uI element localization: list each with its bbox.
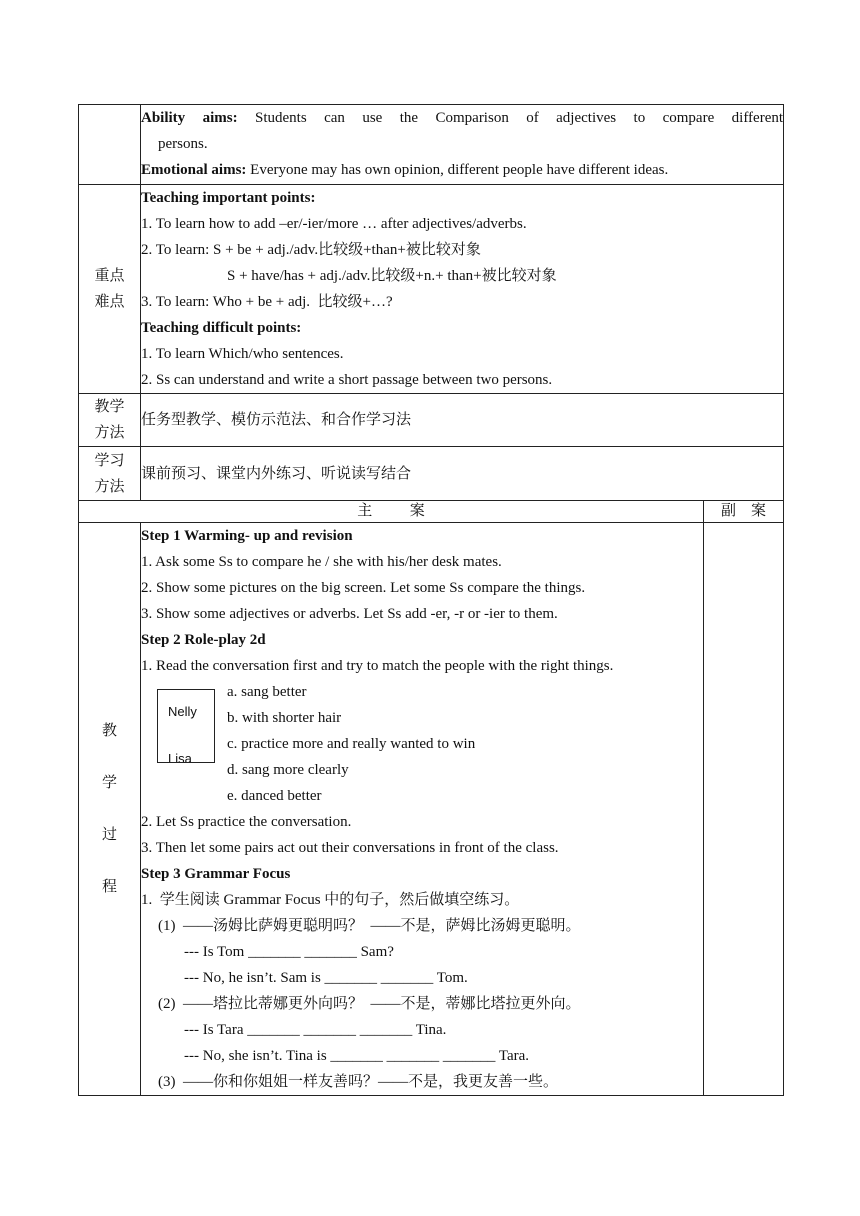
match-option-b: b. with shorter hair — [227, 710, 342, 726]
side-plan-label: 副 案 — [721, 503, 767, 519]
process-label-char-2: 学 — [101, 775, 117, 791]
study-label-line2: 方法 — [94, 478, 125, 495]
important-point-2b: S + have/has + adj./adv.比较级+n.+ than+被比较对象 — [227, 268, 557, 284]
aims-cell — [141, 105, 784, 185]
exercise-3-chinese: (3) ——你和你姐姐一样友善吗？——不是，我更友善一些。 — [158, 1074, 558, 1090]
method-label-cell — [79, 394, 141, 447]
side-plan-cell — [704, 523, 784, 1096]
important-point-2: 2. To learn: S + be + adj./adv.比较级+than+被比较对象 — [141, 242, 481, 258]
method-text: 任务型教学、模仿示范法、和合作学习法 — [141, 412, 412, 428]
match-option-a: a. sang better — [227, 684, 307, 700]
exercise-2-answer: --- No, she isn’t. Tina is _______ _______ _______ Tara. — [184, 1048, 530, 1064]
aims-label-cell — [79, 105, 141, 185]
method-row — [79, 394, 784, 447]
match-option-c: c. practice more and really wanted to win — [227, 736, 476, 752]
emotional-aims-label: Emotional aims: — [141, 162, 247, 178]
match-option-d: d. sang more clearly — [227, 762, 349, 778]
step2-intro: 1. Read the conversation first and try to match the people with the right things. — [141, 658, 614, 674]
difficult-points-heading: Teaching difficult points: — [141, 320, 302, 336]
process-label-char-3: 过 — [101, 827, 117, 843]
exercise-1-question: --- Is Tom _______ _______ Sam? — [184, 944, 394, 960]
exercise-1-answer: --- No, he isn’t. Sam is _______ _______ Tom. — [184, 970, 468, 986]
match-option-e: e. danced better — [227, 788, 322, 804]
method-label-line2: 方法 — [94, 425, 125, 441]
study-label-cell — [79, 447, 141, 501]
difficult-point-1: 1. To learn Which/who sentences. — [141, 346, 344, 362]
process-label-cell — [79, 523, 141, 1096]
matching-exercise — [141, 679, 703, 809]
difficult-point-2: 2. Ss can understand and write a short passage between two persons. — [141, 372, 553, 388]
points-label-line1: 重点 — [94, 268, 125, 284]
study-label-line1: 学习 — [94, 452, 125, 469]
ability-aims-line — [141, 105, 783, 131]
important-points-heading: Teaching important points: — [141, 190, 316, 206]
process-row — [79, 523, 784, 1096]
match-options — [227, 679, 475, 809]
plan-header-row — [79, 501, 784, 523]
name-nelly: Nelly — [168, 704, 197, 719]
ability-aims-text: Students can use the Comparison of adjectives to compare different — [255, 110, 784, 126]
names-box — [157, 689, 215, 763]
main-plan-header — [79, 501, 704, 523]
lesson-plan-table — [78, 104, 784, 1096]
step2-heading: Step 2 Role-play 2d — [141, 632, 266, 648]
step1-line-3: 3. Show some adjectives or adverbs. Let Ss add -er, -r or -ier to them. — [141, 606, 558, 622]
points-label-line2: 难点 — [94, 294, 125, 310]
method-cell — [141, 394, 784, 447]
points-label-cell — [79, 185, 141, 394]
ability-aims-label: Ability aims: — [141, 110, 238, 126]
name-lisa: Lisa — [168, 751, 192, 763]
exercise-2-question: --- Is Tara _______ _______ _______ Tina. — [184, 1022, 447, 1038]
important-point-3: 3. To learn: Who + be + adj. 比较级+…? — [141, 294, 393, 310]
side-plan-header — [704, 501, 784, 523]
method-label-line1: 教学 — [94, 399, 125, 415]
study-text: 课前预习、课堂内外练习、听说读写结合 — [141, 465, 412, 482]
step3-intro: 1. 学生阅读 Grammar Focus 中的句子，然后做填空练习。 — [141, 892, 520, 908]
important-point-1: 1. To learn how to add –er/-ier/more … after adjectives/adverbs. — [141, 216, 527, 232]
process-cell — [141, 523, 704, 1096]
step2-line-2: 2. Let Ss practice the conversation. — [141, 814, 352, 830]
points-cell — [141, 185, 784, 394]
exercise-1-chinese: (1) ——汤姆比萨姆更聪明吗？ ——不是，萨姆比汤姆更聪明。 — [158, 918, 581, 934]
step2-line-3: 3. Then let some pairs act out their conversations in front of the class. — [141, 840, 559, 856]
study-cell — [141, 447, 784, 501]
step1-line-2: 2. Show some pictures on the big screen. Let some Ss compare the things. — [141, 580, 586, 596]
process-label-char-1: 教 — [101, 723, 117, 739]
main-plan-label: 主 案 — [357, 503, 425, 519]
emotional-aims-line — [141, 157, 783, 183]
exercise-2-chinese: (2) ——塔拉比蒂娜更外向吗？ ——不是，蒂娜比塔拉更外向。 — [158, 996, 581, 1012]
step1-line-1: 1. Ask some Ss to compare he / she with his/her desk mates. — [141, 554, 502, 570]
ability-aims-continuation: persons. — [158, 136, 208, 152]
points-row — [79, 185, 784, 394]
aims-row — [79, 105, 784, 185]
emotional-aims-text: Everyone may has own opinion, different people have different ideas. — [246, 162, 669, 178]
step3-heading: Step 3 Grammar Focus — [141, 866, 291, 882]
step1-heading: Step 1 Warming- up and revision — [141, 528, 353, 544]
study-row — [79, 447, 784, 501]
process-label-char-4: 程 — [101, 879, 117, 895]
